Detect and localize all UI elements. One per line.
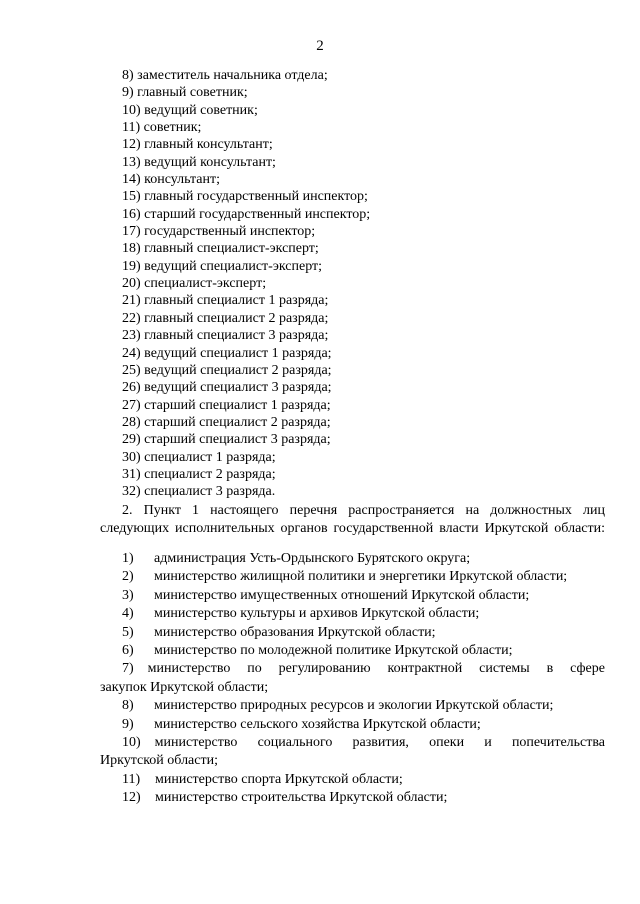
item-number: 9) [122, 716, 134, 732]
item-number: 11) [122, 771, 141, 787]
item-number: 2) [122, 569, 134, 585]
position-item: 18) главный специалист-эксперт; [122, 241, 319, 257]
position-item: 28) старший специалист 2 разряда; [122, 414, 331, 430]
position-item: 30) специалист 1 разряда; [122, 449, 276, 465]
body-item [100, 716, 605, 734]
item-number: 4) [122, 606, 134, 622]
item-text: министерство жилищной политики и энергетики Иркутской области; [154, 569, 568, 585]
item-number: 12) [122, 790, 141, 806]
position-item: 31) специалист 2 разряда; [122, 466, 276, 482]
body-item [100, 587, 605, 605]
position-item: 27) старший специалист 1 разряда; [122, 397, 331, 413]
position-item: 22) главный специалист 2 разряда; [122, 310, 329, 326]
body-item [100, 605, 605, 623]
item-text: администрация Усть-Ордынского Бурятского округа; [154, 551, 471, 566]
item-number: 10) [122, 735, 141, 751]
item-text: министерство социального развития, опеки и попечительства [154, 735, 605, 751]
body-item [100, 660, 605, 697]
body-item [100, 550, 605, 568]
position-item: 15) главный государственный инспектор; [122, 189, 368, 205]
body-item [100, 734, 605, 771]
position-item: 24) ведущий специалист 1 разряда; [122, 345, 332, 361]
position-item: 32) специалист 3 разряда. [122, 484, 276, 500]
item-text: министерство природных ресурсов и экологии Иркутской области; [154, 698, 554, 714]
position-item: 20) специалист-эксперт; [122, 276, 267, 292]
item-text: министерство образования Иркутской области; [154, 624, 436, 640]
position-item: 9) главный советник; [122, 85, 248, 101]
position-item: 25) ведущий специалист 2 разряда; [122, 362, 332, 378]
position-item: 13) ведущий консультант; [122, 154, 276, 170]
item-number: 3) [122, 587, 134, 603]
paragraph-2: 2. Пункт 1 настоящего перечня распространяется на должностных лиц следующих исполнительных органов государственной власти Иркутской области: [100, 503, 605, 536]
position-item: 10) ведущий советник; [122, 102, 258, 118]
body-item [100, 697, 605, 715]
item-text: министерство строительства Иркутской области; [155, 790, 448, 806]
item-text: министерство сельского хозяйства Иркутской области; [154, 716, 481, 732]
executive-bodies-list [100, 550, 605, 808]
item-text: министерство по регулированию контрактной системы в сфере [147, 661, 605, 677]
item-number: 6) [122, 643, 134, 659]
body-item [100, 771, 605, 789]
item-first-line [100, 734, 605, 752]
item-number: 5) [122, 624, 134, 640]
position-list [122, 67, 370, 501]
position-item: 23) главный специалист 3 разряда; [122, 328, 329, 344]
position-item: 26) ведущий специалист 3 разряда; [122, 380, 332, 396]
item-continuation: закупок Иркутской области; [100, 679, 269, 695]
item-text: министерство спорта Иркутской области; [155, 771, 403, 787]
item-first-line [100, 660, 605, 678]
position-item: 17) государственный инспектор; [122, 224, 316, 240]
body-item [100, 642, 605, 660]
body-item [100, 624, 605, 642]
body-item [100, 789, 605, 807]
item-number: 1) [122, 551, 134, 566]
item-number: 7) [122, 661, 134, 677]
position-item: 8) заместитель начальника отдела; [122, 68, 328, 83]
item-text: министерство имущественных отношений Иркутской области; [154, 587, 530, 603]
page-number: 2 [316, 38, 324, 54]
item-number: 8) [122, 698, 134, 714]
position-item: 14) консультант; [122, 172, 220, 188]
item-continuation: Иркутской области; [100, 753, 218, 769]
position-item: 11) советник; [122, 120, 202, 136]
position-item: 19) ведущий специалист-эксперт; [122, 258, 323, 274]
item-text: министерство по молодежной политике Иркутской области; [154, 643, 513, 659]
position-item: 21) главный специалист 1 разряда; [122, 293, 329, 309]
position-item: 29) старший специалист 3 разряда; [122, 432, 331, 448]
body-item [100, 568, 605, 586]
position-item: 12) главный консультант; [122, 137, 273, 153]
position-item: 16) старший государственный инспектор; [122, 206, 371, 222]
item-text: министерство культуры и архивов Иркутской области; [154, 606, 480, 622]
